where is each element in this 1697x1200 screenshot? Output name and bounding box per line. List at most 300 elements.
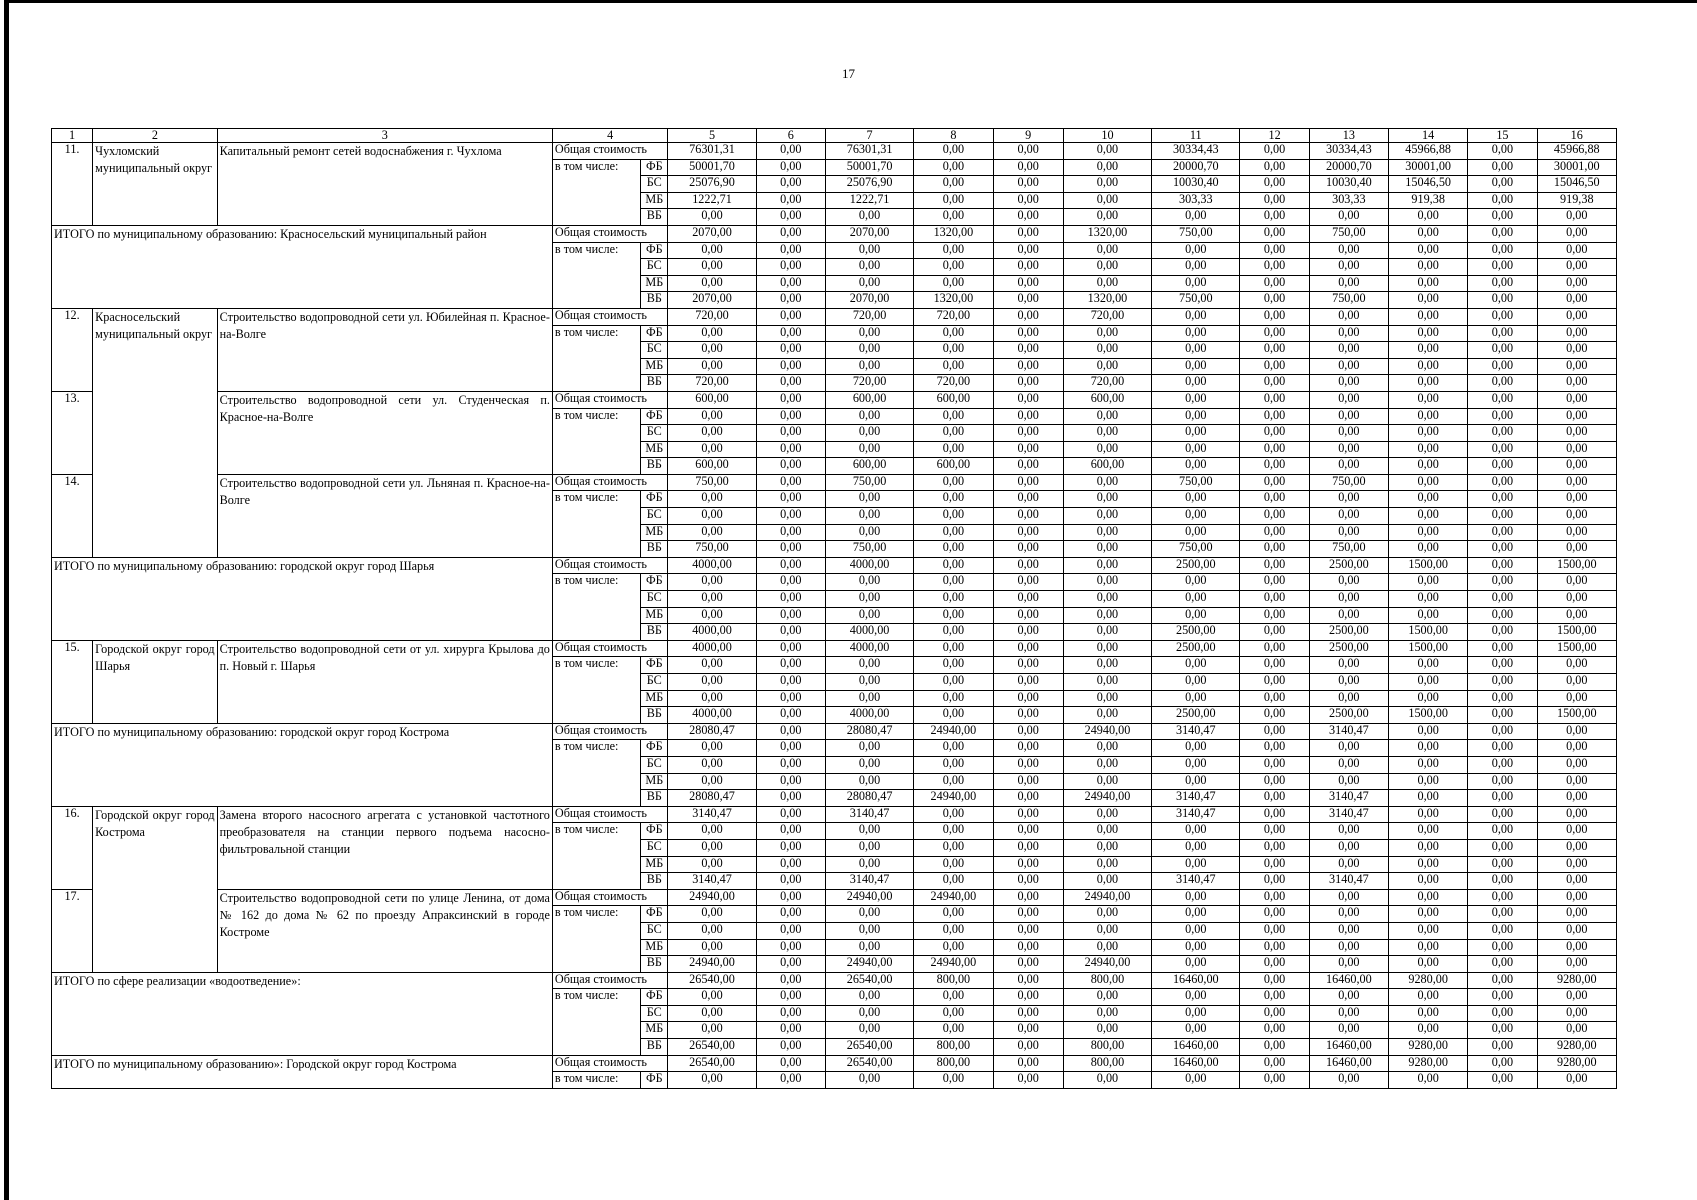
value-cell: 0,00: [1152, 956, 1240, 973]
value-cell: 16460,00: [1309, 1039, 1388, 1056]
funding-source: ВБ: [641, 956, 668, 973]
value-cell: 0,00: [1468, 292, 1537, 309]
value-cell: 3140,47: [825, 873, 913, 890]
value-cell: 0,00: [993, 375, 1063, 392]
value-cell: 24940,00: [825, 889, 913, 906]
value-cell: 0,00: [1152, 209, 1240, 226]
value-cell: 0,00: [993, 308, 1063, 325]
value-cell: 0,00: [1537, 408, 1616, 425]
value-cell: 0,00: [914, 524, 993, 541]
item-row: [52, 391, 1617, 408]
value-cell: 16460,00: [1152, 1039, 1240, 1056]
value-cell: 0,00: [1152, 674, 1240, 691]
value-cell: 0,00: [1537, 790, 1616, 807]
value-cell: 0,00: [1240, 375, 1309, 392]
total-label: ИТОГО по сфере реализации «водоотведение»:: [52, 972, 553, 1055]
value-cell: 0,00: [1240, 242, 1309, 259]
value-cell: 0,00: [1309, 259, 1388, 276]
value-cell: 750,00: [825, 541, 913, 558]
including-label: в том числе:: [552, 574, 640, 640]
value-cell: 0,00: [1152, 391, 1240, 408]
value-cell: 0,00: [1468, 939, 1537, 956]
value-cell: 0,00: [1240, 591, 1309, 608]
value-cell: 0,00: [1389, 375, 1468, 392]
item-number: 16.: [52, 806, 93, 889]
value-cell: 0,00: [993, 391, 1063, 408]
value-cell: 9280,00: [1389, 972, 1468, 989]
value-cell: 0,00: [914, 906, 993, 923]
value-cell: 0,00: [756, 1072, 825, 1089]
value-cell: 0,00: [1152, 574, 1240, 591]
value-cell: 0,00: [1468, 989, 1537, 1006]
value-cell: 0,00: [825, 906, 913, 923]
value-cell: 0,00: [756, 325, 825, 342]
value-cell: 0,00: [668, 574, 756, 591]
value-cell: 0,00: [1468, 839, 1537, 856]
value-cell: 0,00: [668, 690, 756, 707]
value-cell: 0,00: [1240, 176, 1309, 193]
including-label: в том числе:: [552, 1072, 640, 1089]
value-cell: 0,00: [1240, 972, 1309, 989]
value-cell: 0,00: [1063, 939, 1151, 956]
value-cell: 0,00: [756, 491, 825, 508]
value-cell: 50001,70: [825, 159, 913, 176]
value-cell: 0,00: [914, 1005, 993, 1022]
value-cell: 0,00: [914, 607, 993, 624]
value-cell: 0,00: [1468, 474, 1537, 491]
value-cell: 0,00: [1240, 458, 1309, 475]
value-cell: 0,00: [756, 956, 825, 973]
value-cell: 0,00: [1152, 458, 1240, 475]
value-cell: 0,00: [756, 292, 825, 309]
value-cell: 919,38: [1537, 192, 1616, 209]
value-cell: 0,00: [1389, 939, 1468, 956]
value-cell: 750,00: [1309, 474, 1388, 491]
value-cell: 0,00: [1240, 1072, 1309, 1089]
value-cell: 1222,71: [668, 192, 756, 209]
value-cell: 0,00: [756, 225, 825, 242]
value-cell: 0,00: [1468, 707, 1537, 724]
value-cell: 10030,40: [1309, 176, 1388, 193]
value-cell: 0,00: [1240, 906, 1309, 923]
value-cell: 0,00: [756, 889, 825, 906]
value-cell: 26540,00: [825, 1055, 913, 1072]
funding-source: ФБ: [641, 159, 668, 176]
value-cell: 0,00: [1389, 441, 1468, 458]
value-cell: 0,00: [1152, 508, 1240, 525]
object-description: Строительство водопроводной сети от ул. хирурга Крылова до п. Новый г. Шарья: [217, 640, 552, 723]
value-cell: 0,00: [1468, 308, 1537, 325]
value-cell: 0,00: [993, 259, 1063, 276]
value-cell: 0,00: [1468, 773, 1537, 790]
value-cell: 0,00: [914, 325, 993, 342]
value-cell: 0,00: [756, 839, 825, 856]
value-cell: 0,00: [825, 1022, 913, 1039]
value-cell: 0,00: [1063, 823, 1151, 840]
value-cell: 0,00: [993, 740, 1063, 757]
value-cell: 0,00: [993, 806, 1063, 823]
value-cell: 0,00: [668, 441, 756, 458]
value-cell: 0,00: [993, 491, 1063, 508]
value-cell: 0,00: [1468, 491, 1537, 508]
value-cell: 0,00: [1309, 425, 1388, 442]
value-cell: 0,00: [756, 209, 825, 226]
value-cell: 0,00: [1468, 1039, 1537, 1056]
total-cost-label: Общая стоимость: [552, 640, 667, 657]
value-cell: 750,00: [1309, 541, 1388, 558]
value-cell: 0,00: [993, 756, 1063, 773]
value-cell: 0,00: [1537, 375, 1616, 392]
funding-source: БС: [641, 591, 668, 608]
value-cell: 0,00: [1537, 275, 1616, 292]
value-cell: 0,00: [756, 159, 825, 176]
item-row: [52, 474, 1617, 491]
funding-source: ФБ: [641, 325, 668, 342]
item-number: 15.: [52, 640, 93, 723]
value-cell: 0,00: [1468, 541, 1537, 558]
value-cell: 0,00: [1537, 259, 1616, 276]
value-cell: 45966,88: [1537, 143, 1616, 160]
value-cell: 0,00: [1537, 723, 1616, 740]
value-cell: 0,00: [1389, 508, 1468, 525]
value-cell: 0,00: [1240, 989, 1309, 1006]
value-cell: 0,00: [1468, 790, 1537, 807]
value-cell: 0,00: [1389, 325, 1468, 342]
value-cell: 0,00: [1468, 325, 1537, 342]
value-cell: 0,00: [1389, 922, 1468, 939]
value-cell: 0,00: [668, 839, 756, 856]
value-cell: 0,00: [756, 574, 825, 591]
value-cell: 0,00: [993, 1072, 1063, 1089]
funding-source: ФБ: [641, 491, 668, 508]
value-cell: 0,00: [756, 524, 825, 541]
value-cell: 4000,00: [668, 640, 756, 657]
value-cell: 0,00: [914, 707, 993, 724]
value-cell: 0,00: [1240, 441, 1309, 458]
value-cell: 0,00: [825, 358, 913, 375]
value-cell: 0,00: [914, 358, 993, 375]
value-cell: 0,00: [914, 640, 993, 657]
including-label: в том числе:: [552, 657, 640, 723]
value-cell: 0,00: [1389, 657, 1468, 674]
value-cell: 0,00: [1537, 441, 1616, 458]
value-cell: 3140,47: [1309, 723, 1388, 740]
value-cell: 0,00: [825, 989, 913, 1006]
value-cell: 0,00: [756, 358, 825, 375]
value-cell: 0,00: [756, 1055, 825, 1072]
value-cell: 0,00: [1240, 624, 1309, 641]
budget-table: [51, 128, 1617, 1089]
value-cell: 0,00: [1240, 889, 1309, 906]
value-cell: 0,00: [1240, 740, 1309, 757]
value-cell: 2070,00: [668, 225, 756, 242]
total-label: ИТОГО по муниципальному образованию: Красносельский муниципальный район: [52, 225, 553, 308]
column-header: 14: [1389, 129, 1468, 143]
total-row: [52, 723, 1617, 740]
value-cell: 0,00: [914, 624, 993, 641]
value-cell: 0,00: [825, 408, 913, 425]
including-label: в том числе:: [552, 823, 640, 889]
value-cell: 0,00: [1240, 391, 1309, 408]
value-cell: 0,00: [825, 657, 913, 674]
value-cell: 0,00: [668, 657, 756, 674]
value-cell: 0,00: [1309, 856, 1388, 873]
value-cell: 0,00: [1468, 259, 1537, 276]
value-cell: 2500,00: [1152, 557, 1240, 574]
value-cell: 0,00: [1468, 1005, 1537, 1022]
value-cell: 0,00: [1152, 325, 1240, 342]
total-cost-label: Общая стоимость: [552, 391, 667, 408]
column-header: 6: [756, 129, 825, 143]
value-cell: 800,00: [1063, 1055, 1151, 1072]
value-cell: 0,00: [993, 325, 1063, 342]
value-cell: 0,00: [1152, 773, 1240, 790]
value-cell: 0,00: [1537, 325, 1616, 342]
value-cell: 0,00: [1389, 873, 1468, 890]
value-cell: 0,00: [1309, 956, 1388, 973]
value-cell: 0,00: [1240, 225, 1309, 242]
value-cell: 0,00: [993, 425, 1063, 442]
value-cell: 0,00: [1240, 922, 1309, 939]
value-cell: 0,00: [993, 458, 1063, 475]
value-cell: 16460,00: [1309, 972, 1388, 989]
column-header: 12: [1240, 129, 1309, 143]
value-cell: 0,00: [1063, 690, 1151, 707]
value-cell: 0,00: [1063, 906, 1151, 923]
value-cell: 0,00: [668, 856, 756, 873]
value-cell: 0,00: [756, 939, 825, 956]
value-cell: 303,33: [1152, 192, 1240, 209]
value-cell: 0,00: [1240, 159, 1309, 176]
funding-source: ВБ: [641, 375, 668, 392]
value-cell: 0,00: [993, 640, 1063, 657]
value-cell: 0,00: [1389, 823, 1468, 840]
value-cell: 0,00: [1152, 839, 1240, 856]
value-cell: 0,00: [756, 624, 825, 641]
value-cell: 0,00: [668, 823, 756, 840]
value-cell: 24940,00: [914, 790, 993, 807]
value-cell: 0,00: [993, 939, 1063, 956]
total-cost-label: Общая стоимость: [552, 1055, 667, 1072]
value-cell: 0,00: [1468, 1055, 1537, 1072]
value-cell: 0,00: [1537, 756, 1616, 773]
value-cell: 0,00: [1309, 690, 1388, 707]
value-cell: 0,00: [1063, 143, 1151, 160]
value-cell: 4000,00: [825, 707, 913, 724]
value-cell: 0,00: [825, 591, 913, 608]
total-cost-label: Общая стоимость: [552, 557, 667, 574]
value-cell: 25076,90: [825, 176, 913, 193]
value-cell: 1500,00: [1389, 557, 1468, 574]
value-cell: 0,00: [914, 557, 993, 574]
value-cell: 0,00: [1063, 574, 1151, 591]
including-label: в том числе:: [552, 491, 640, 557]
funding-source: МБ: [641, 192, 668, 209]
funding-source: ВБ: [641, 209, 668, 226]
value-cell: 3140,47: [1152, 806, 1240, 823]
value-cell: 0,00: [914, 756, 993, 773]
value-cell: 30001,00: [1389, 159, 1468, 176]
value-cell: 0,00: [914, 425, 993, 442]
column-header: 16: [1537, 129, 1616, 143]
value-cell: 0,00: [668, 989, 756, 1006]
value-cell: 0,00: [993, 176, 1063, 193]
funding-source: БС: [641, 839, 668, 856]
value-cell: 2500,00: [1152, 640, 1240, 657]
value-cell: 0,00: [1468, 508, 1537, 525]
value-cell: 2500,00: [1152, 624, 1240, 641]
value-cell: 0,00: [1468, 225, 1537, 242]
value-cell: 3140,47: [825, 806, 913, 823]
value-cell: 0,00: [1309, 209, 1388, 226]
value-cell: 0,00: [993, 225, 1063, 242]
value-cell: 800,00: [914, 1039, 993, 1056]
value-cell: 0,00: [825, 574, 913, 591]
total-cost-label: Общая стоимость: [552, 889, 667, 906]
value-cell: 0,00: [1537, 922, 1616, 939]
value-cell: 0,00: [1240, 640, 1309, 657]
value-cell: 720,00: [1063, 308, 1151, 325]
value-cell: 0,00: [1063, 1072, 1151, 1089]
value-cell: 0,00: [1063, 989, 1151, 1006]
value-cell: 0,00: [1468, 873, 1537, 890]
value-cell: 0,00: [668, 607, 756, 624]
value-cell: 0,00: [993, 209, 1063, 226]
value-cell: 0,00: [1389, 391, 1468, 408]
value-cell: 0,00: [1240, 259, 1309, 276]
value-cell: 0,00: [825, 922, 913, 939]
value-cell: 0,00: [1152, 1072, 1240, 1089]
value-cell: 0,00: [1309, 823, 1388, 840]
value-cell: 0,00: [825, 856, 913, 873]
value-cell: 0,00: [1537, 806, 1616, 823]
value-cell: 24940,00: [1063, 723, 1151, 740]
value-cell: 0,00: [1389, 607, 1468, 624]
value-cell: 2500,00: [1309, 640, 1388, 657]
value-cell: 0,00: [756, 707, 825, 724]
header-row: [52, 129, 1617, 143]
value-cell: 0,00: [1389, 1072, 1468, 1089]
value-cell: 0,00: [1063, 209, 1151, 226]
including-label: в том числе:: [552, 159, 640, 225]
value-cell: 0,00: [1152, 358, 1240, 375]
value-cell: 0,00: [1063, 441, 1151, 458]
value-cell: 0,00: [1152, 375, 1240, 392]
value-cell: 0,00: [1309, 308, 1388, 325]
value-cell: 0,00: [668, 756, 756, 773]
value-cell: 0,00: [825, 939, 913, 956]
value-cell: 720,00: [825, 375, 913, 392]
value-cell: 0,00: [1537, 1005, 1616, 1022]
funding-source: БС: [641, 1005, 668, 1022]
value-cell: 0,00: [1537, 1022, 1616, 1039]
value-cell: 0,00: [993, 192, 1063, 209]
value-cell: 0,00: [1537, 491, 1616, 508]
value-cell: 3140,47: [1152, 873, 1240, 890]
value-cell: 0,00: [1240, 574, 1309, 591]
value-cell: 0,00: [1537, 690, 1616, 707]
value-cell: 0,00: [756, 972, 825, 989]
value-cell: 0,00: [825, 607, 913, 624]
value-cell: 9280,00: [1537, 1055, 1616, 1072]
funding-source: ФБ: [641, 408, 668, 425]
value-cell: 0,00: [1389, 989, 1468, 1006]
value-cell: 0,00: [1152, 989, 1240, 1006]
value-cell: 600,00: [668, 391, 756, 408]
value-cell: 0,00: [756, 458, 825, 475]
value-cell: 0,00: [1063, 674, 1151, 691]
value-cell: 0,00: [756, 425, 825, 442]
value-cell: 720,00: [668, 308, 756, 325]
value-cell: 1320,00: [914, 225, 993, 242]
value-cell: 0,00: [1240, 143, 1309, 160]
value-cell: 0,00: [1468, 342, 1537, 359]
value-cell: 600,00: [914, 458, 993, 475]
column-header: 4: [552, 129, 667, 143]
value-cell: 0,00: [1389, 723, 1468, 740]
value-cell: 0,00: [1389, 1022, 1468, 1039]
object-description: Капитальный ремонт сетей водоснабжения г. Чухлома: [217, 143, 552, 226]
value-cell: 0,00: [1063, 773, 1151, 790]
value-cell: 0,00: [1389, 491, 1468, 508]
value-cell: 0,00: [914, 192, 993, 209]
value-cell: 0,00: [1537, 308, 1616, 325]
value-cell: 4000,00: [668, 707, 756, 724]
value-cell: 0,00: [914, 508, 993, 525]
page-number: 17: [842, 66, 855, 81]
value-cell: 0,00: [825, 839, 913, 856]
item-number: 12.: [52, 308, 93, 391]
value-cell: 0,00: [668, 1005, 756, 1022]
value-cell: 0,00: [668, 1072, 756, 1089]
value-cell: 30334,43: [1309, 143, 1388, 160]
value-cell: 0,00: [1389, 308, 1468, 325]
value-cell: 0,00: [1468, 823, 1537, 840]
value-cell: 0,00: [1309, 839, 1388, 856]
value-cell: 0,00: [1240, 358, 1309, 375]
value-cell: 0,00: [1389, 259, 1468, 276]
value-cell: 0,00: [1063, 508, 1151, 525]
value-cell: 0,00: [1063, 259, 1151, 276]
object-description: Замена второго насосного агрегата с установкой частотного преобразователя на станции первого подъема насосно-фильтровальной станции: [217, 806, 552, 889]
value-cell: 0,00: [1468, 591, 1537, 608]
value-cell: 0,00: [1468, 176, 1537, 193]
value-cell: 0,00: [993, 723, 1063, 740]
value-cell: 0,00: [756, 557, 825, 574]
value-cell: 0,00: [1389, 458, 1468, 475]
total-cost-label: Общая стоимость: [552, 723, 667, 740]
value-cell: 1500,00: [1389, 707, 1468, 724]
funding-source: МБ: [641, 275, 668, 292]
value-cell: 0,00: [1063, 358, 1151, 375]
value-cell: 0,00: [1468, 557, 1537, 574]
value-cell: 0,00: [1537, 242, 1616, 259]
value-cell: 0,00: [1152, 939, 1240, 956]
value-cell: 0,00: [1309, 756, 1388, 773]
value-cell: 0,00: [1063, 325, 1151, 342]
page-edge-top: [8, 0, 1697, 3]
value-cell: 0,00: [914, 690, 993, 707]
value-cell: 600,00: [825, 458, 913, 475]
value-cell: 24940,00: [1063, 790, 1151, 807]
value-cell: 0,00: [914, 806, 993, 823]
value-cell: 4000,00: [825, 624, 913, 641]
value-cell: 0,00: [756, 607, 825, 624]
value-cell: 0,00: [1537, 889, 1616, 906]
value-cell: 0,00: [1537, 209, 1616, 226]
value-cell: 1320,00: [1063, 292, 1151, 309]
value-cell: 0,00: [825, 690, 913, 707]
